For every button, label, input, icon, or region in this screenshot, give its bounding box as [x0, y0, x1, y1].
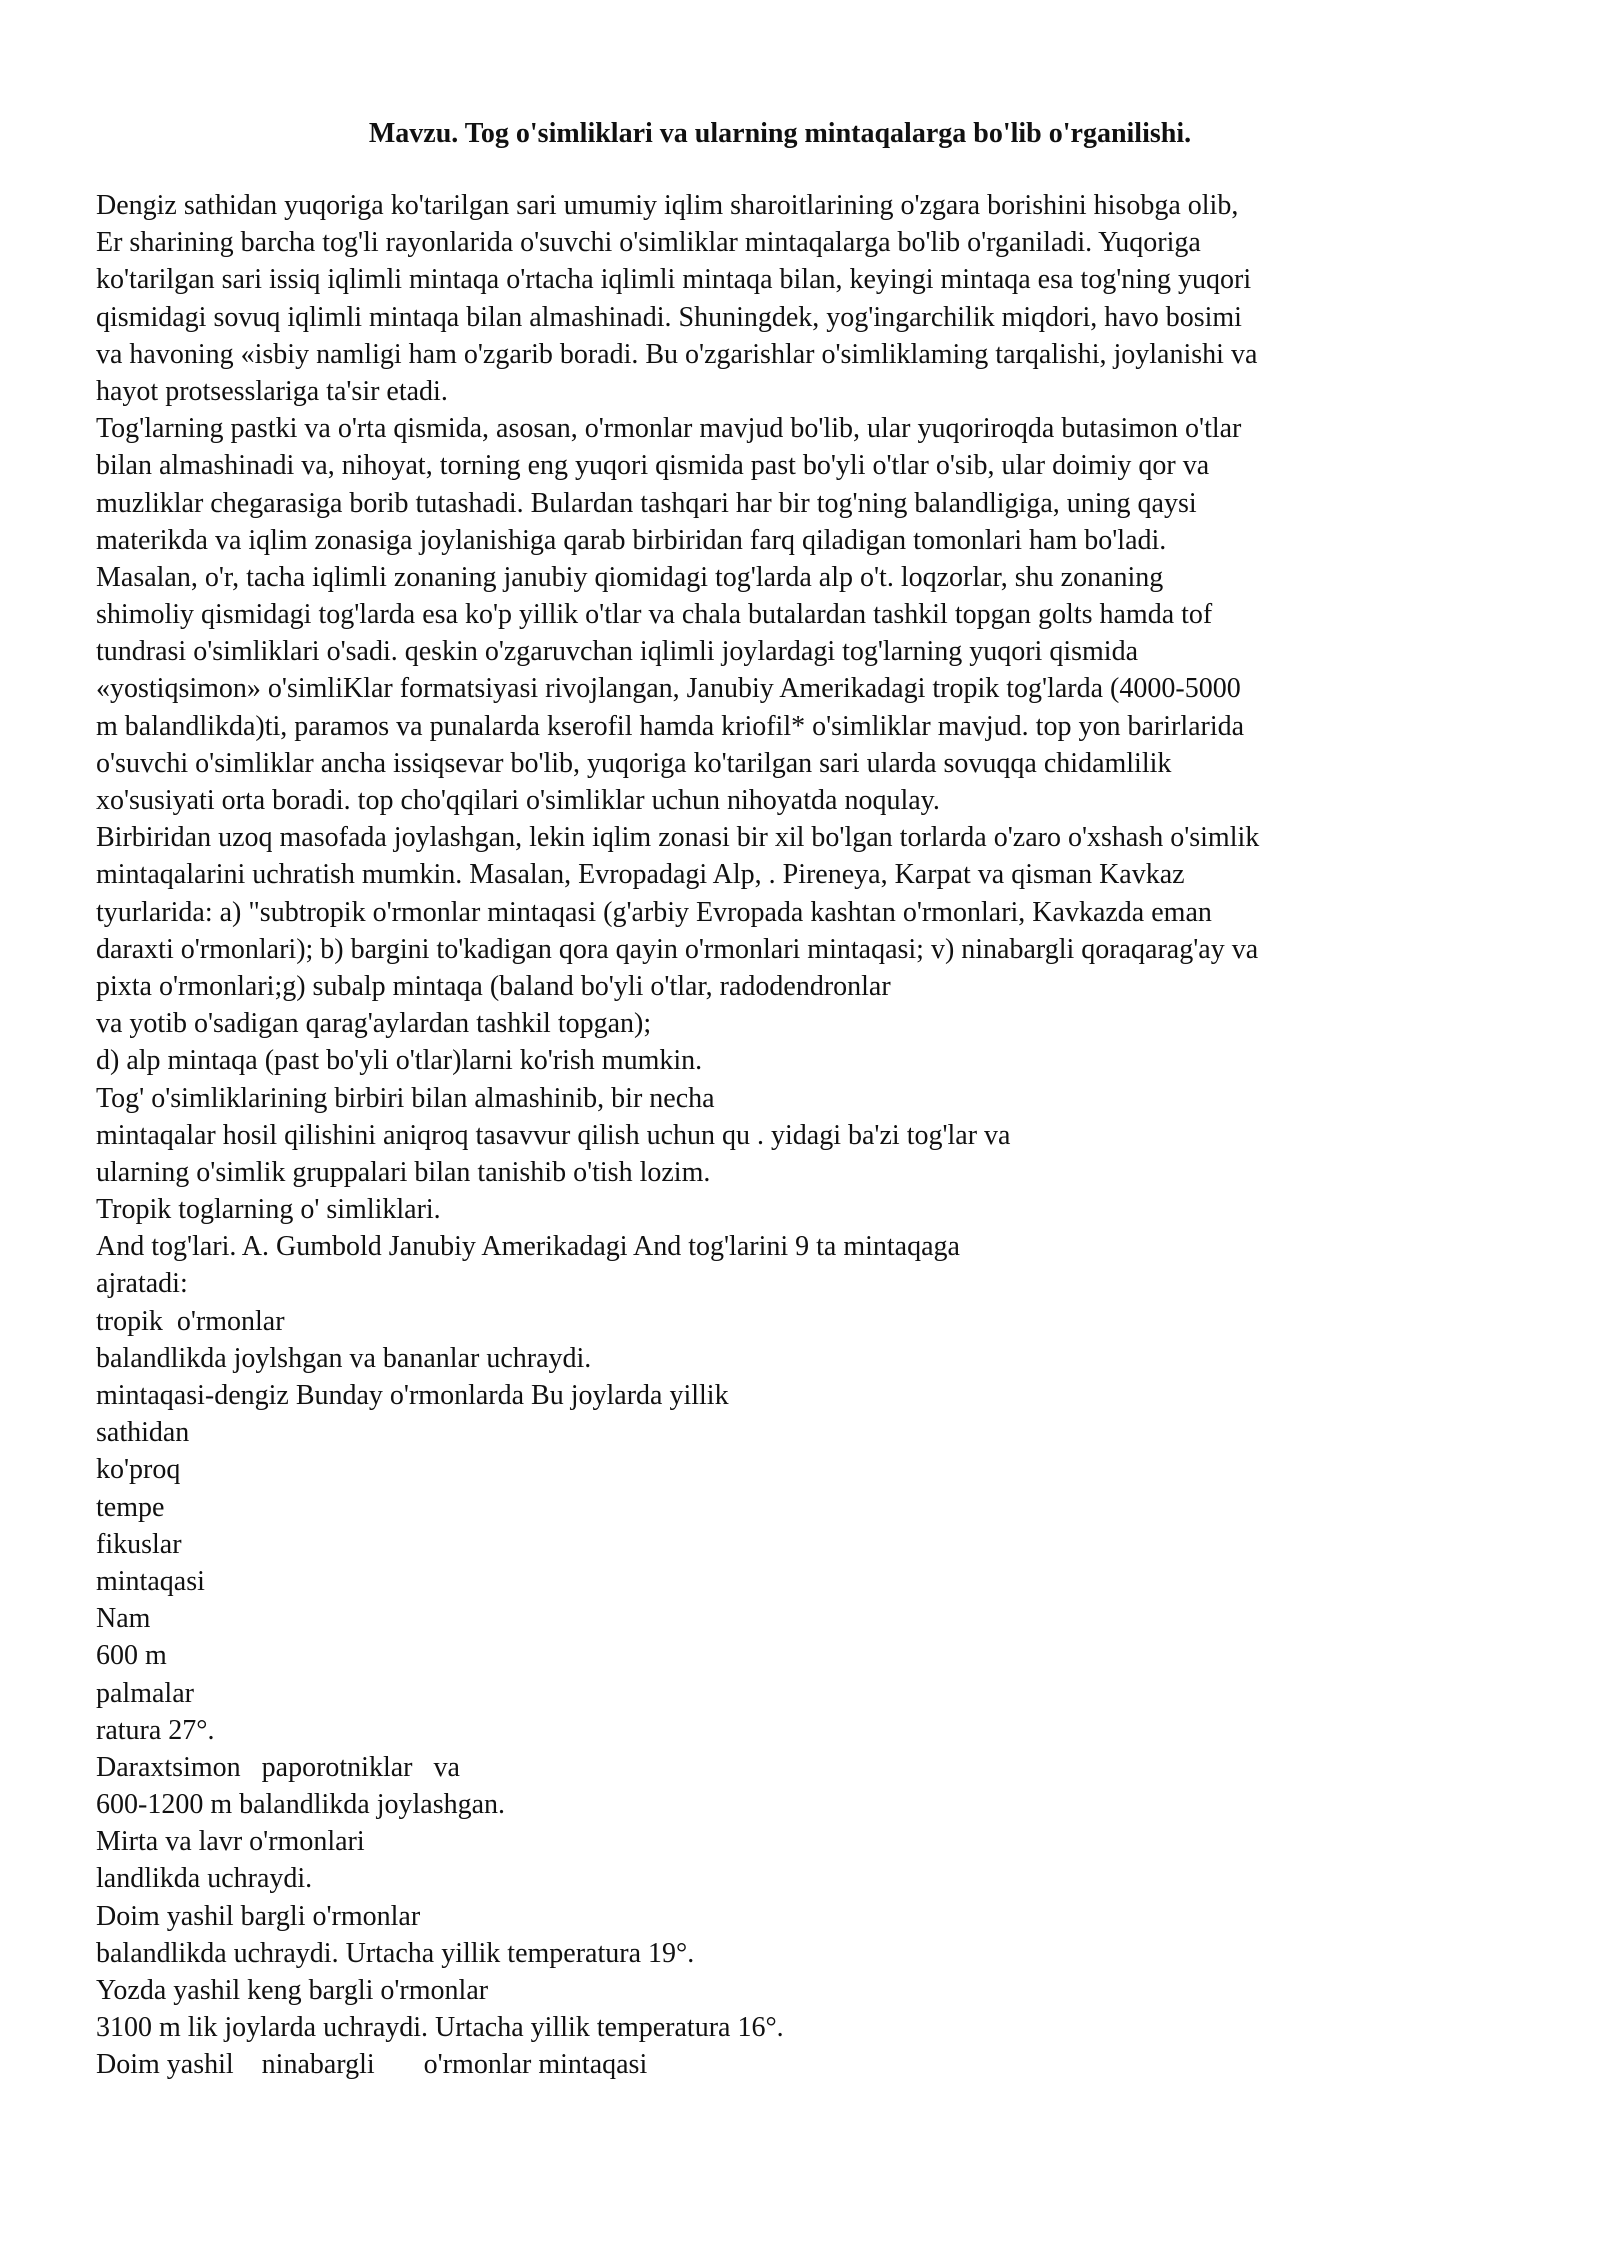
text-line: hayot protsesslariga ta'sir etadi.	[96, 375, 448, 407]
document-body	[96, 187, 1536, 2084]
text-line: Mirta va lavr o'rmonlari	[96, 1826, 365, 1858]
text-line: o'suvchi o'simliklar ancha issiqsevar bo'lib, yuqoriga ko'tarilgan sari ularda sovuqqa chidamlilik	[96, 747, 1172, 779]
text-line: Er sharining barcha tog'li rayonlarida o'suvchi o'simliklar mintaqalarga bo'lib o'rganiladi. Yuqoriga	[96, 227, 1201, 259]
text-line: daraxti o'rmonlari); b) bargini to'kadigan qora qayin o'rmonlari mintaqasi; v) ninabargli qoraqarag'ay va	[96, 933, 1259, 965]
text-line: materikda va iqlim zonasiga joylanishiga qarab birbiridan farq qiladigan tomonlari ham bo'ladi.	[96, 524, 1167, 556]
text-line: Doim yashil bargli o'rmonlar	[96, 1900, 421, 1932]
text-line: m balandlikda)ti, paramos va punalarda kserofil hamda kriofil* o'simliklar mavjud. top yon barirlarida	[96, 710, 1245, 742]
text-line: tempe	[96, 1491, 165, 1523]
text-line: shimoliy qismidagi tog'larda esa ko'p yillik o'tlar va chala butalardan tashkil topgan golts hamda tof	[96, 599, 1213, 631]
text-line: mintaqasi	[96, 1565, 205, 1597]
text-line: ko'tarilgan sari issiq iqlimli mintaqa o'rtacha iqlimli mintaqa bilan, keyingi mintaqa esa tog'ning yuqori	[96, 264, 1252, 296]
text-line: Tog'larning pastki va o'rta qismida, asosan, o'rmonlar mavjud bo'lib, ular yuqoriroqda butasimon o'tlar	[96, 413, 1242, 445]
text-line: Birbiridan uzoq masofada joylashgan, lekin iqlim zonasi bir xil bo'lgan torlarda o'zaro o'xshash o'simlik	[96, 822, 1260, 854]
text-line: muzliklar chegarasiga borib tutashadi. Bulardan tashqari har bir tog'ning balandligiga, uning qaysi	[96, 487, 1197, 519]
text-line: Dengiz sathidan yuqoriga ko'tarilgan sari umumiy iqlim sharoitlarining o'zgara borishini hisobga olib,	[96, 190, 1239, 221]
text-line: mintaqalarini uchratish mumkin. Masalan, Evropadagi Alp, . Pireneya, Karpat va qisman Kavkaz	[96, 859, 1185, 891]
text-line: 600 m	[96, 1640, 167, 1672]
text-line: tropik o'rmonlar	[96, 1305, 285, 1337]
text-line: Yozda yashil keng bargli o'rmonlar	[96, 1975, 489, 2006]
document-title: Mavzu. Tog o'simliklari va ularning mintaqalarga bo'lib o'rganilishi.	[368, 118, 1192, 149]
text-line: pixta o'rmonlari;g) subalp mintaqa (baland bo'yli o'tlar, radodendronlar	[96, 970, 891, 1002]
text-line: va yotib o'sadigan qarag'aylardan tashkil topgan);	[96, 1008, 652, 1040]
text-line: bilan almashinadi va, nihoyat, torning eng yuqori qismida past bo'yli o'tlar o'sib, ular doimiy qor va	[96, 450, 1210, 482]
text-line: ularning o'simlik gruppalari bilan tanishib o'tish lozim.	[96, 1156, 711, 1188]
text-line: xo'susiyati orta boradi. top cho'qqilari o'simliklar uchun nihoyatda noqulay.	[96, 785, 940, 816]
text-line: qismidagi sovuq iqlimli mintaqa bilan almashinadi. Shuningdek, yog'ingarchilik miqdori, havo bosimi	[96, 301, 1242, 333]
text-line: Tog' o'simliklarining birbiri bilan almashinib, bir necha	[96, 1082, 715, 1114]
text-line: «yostiqsimon» o'simliKlar formatsiyasi rivojlangan, Janubiy Amerikadagi tropik tog'larda (4000-5000	[96, 673, 1241, 705]
text-line: tundrasi o'simliklari o'sadi. qeskin o'zgaruvchan iqlimli joylardagi tog'larning yuqori qismida	[96, 636, 1139, 668]
text-line: Masalan, o'r, tacha iqlimli zonaning janubiy qiomidagi tog'larda alp o't. loqzorlar, shu zonaning	[96, 561, 1164, 593]
text-line: Nam	[96, 1603, 151, 1635]
text-line: Daraxtsimon paporotniklar va	[96, 1751, 460, 1783]
text-line: d) alp mintaqa (past bo'yli o'tlar)larni ko'rish mumkin.	[96, 1045, 703, 1077]
text-line: landlikda uchraydi.	[96, 1863, 313, 1895]
text-line: mintaqasi-dengiz Bunday o'rmonlarda Bu joylarda yillik	[96, 1380, 729, 1411]
text-line: mintaqalar hosil qilishini aniqroq tasavvur qilish uchun qu . yidagi ba'zi tog'lar va	[96, 1119, 1011, 1151]
text-line: va havoning «isbiy namligi ham o'zgarib boradi. Bu o'zgarishlar o'simliklaming tarqalishi, joylanishi va	[96, 338, 1258, 370]
text-line: fikuslar	[96, 1528, 182, 1560]
text-line: 3100 m lik joylarda uchraydi. Urtacha yillik temperatura 16°.	[96, 2012, 784, 2044]
text-line: balandlikda uchraydi. Urtacha yillik temperatura 19°.	[96, 1937, 695, 1969]
text-line: ratura 27°.	[96, 1714, 215, 1746]
text-line: And tog'lari. A. Gumbold Janubiy Amerikadagi And tog'larini 9 ta mintaqaga	[96, 1231, 960, 1263]
text-line: sathidan	[96, 1417, 190, 1449]
text-line: Doim yashil ninabargli o'rmonlar mintaqasi	[96, 2049, 648, 2081]
text-line: tyurlarida: a) "subtropik o'rmonlar mintaqasi (g'arbiy Evropada kashtan o'rmonlari, Kavkazda eman	[96, 896, 1212, 928]
text-line: ko'proq	[96, 1454, 181, 1486]
text-line: Tropik toglarning o' simliklari.	[96, 1194, 441, 1226]
text-line: ajratadi:	[96, 1268, 188, 1300]
text-line: palmalar	[96, 1677, 194, 1709]
text-line: 600-1200 m balandlikda joylashgan.	[96, 1789, 506, 1821]
text-line: balandlikda joylshgan va bananlar uchraydi.	[96, 1342, 592, 1374]
